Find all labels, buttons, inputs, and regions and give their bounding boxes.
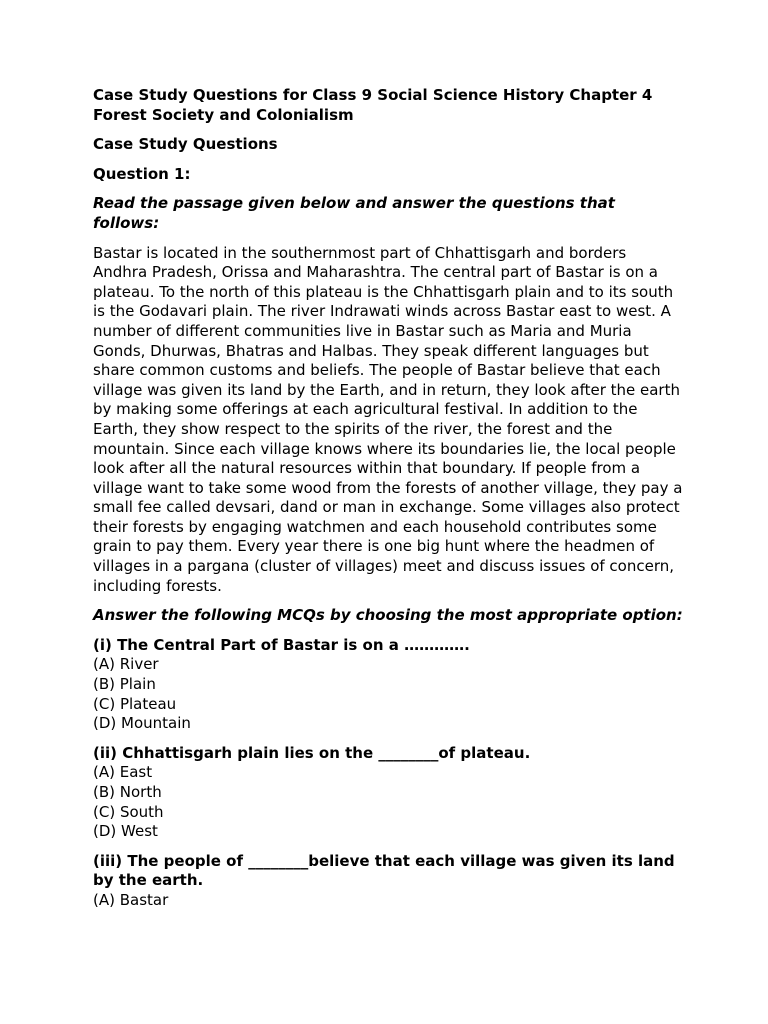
document-title: Case Study Questions for Class 9 Social Science History Chapter 4 Forest Society and Colonialism — [93, 86, 653, 124]
mcq-question — [93, 636, 683, 734]
answer-option: (B) North — [93, 783, 162, 801]
passage-instruction: Read the passage given below and answer the questions that follows: — [93, 194, 615, 232]
answer-option: (D) Mountain — [93, 714, 191, 733]
question-label: Question 1: — [93, 164, 191, 183]
answer-option: (A) East — [93, 763, 153, 782]
answer-option: (C) Plateau — [93, 694, 177, 713]
question-text: (ii) Chhattisgarh plain lies on the ________of plateau. — [93, 743, 531, 762]
document-page — [93, 86, 683, 921]
question-text: (iii) The people of ________believe that each village was given its land by the earth. — [93, 851, 675, 890]
answer-option: (A) Bastar — [93, 890, 169, 909]
mcq-question — [93, 744, 683, 842]
answer-option: (D) West — [93, 822, 158, 841]
answer-option: (B) Plain — [93, 675, 156, 694]
answer-option: (C) South — [93, 802, 164, 821]
passage-text: Bastar is located in the southernmost part of Chhattisgarh and borders Andhra Pradesh, Orissa and Maharashtra. The central part of Bastar is on a plateau. To the north of this plateau is the Chhattisgarh plain and to its south is the Godavari plain. The river Indrawati winds across Bastar east to west. A number of different communities live in Bastar such as Maria and Muria Gonds, Dhurwas, Bhatras and Halbas. They speak different languages but share common customs and beliefs. The people of Bastar believe that each village was given its land by the Earth, and in return, they look after the earth by making some offerings at each agricultural festival. In addition to the Earth, they show respect to the spirits of the river, the forest and the mountain. Since each village knows where its boundaries lie, the local people look after all the natural resources within that boundary. If people from a village want to take some wood from the forests of another village, they pay a small fee called devsari, dand or man in exchange. Some villages also protect their forests by engaging watchmen and each household contributes some grain to pay them. Every year there is one big hunt where the headmen of villages in a pargana (cluster of villages) meet and discuss issues of concern, including forests. — [93, 243, 683, 595]
mcq-instruction: Answer the following MCQs by choosing the most appropriate option: — [93, 606, 683, 625]
section-heading: Case Study Questions — [93, 135, 278, 154]
mcq-question — [93, 852, 683, 911]
question-text: (i) The Central Part of Bastar is on a …………. — [93, 635, 470, 654]
answer-option: (A) River — [93, 655, 159, 674]
